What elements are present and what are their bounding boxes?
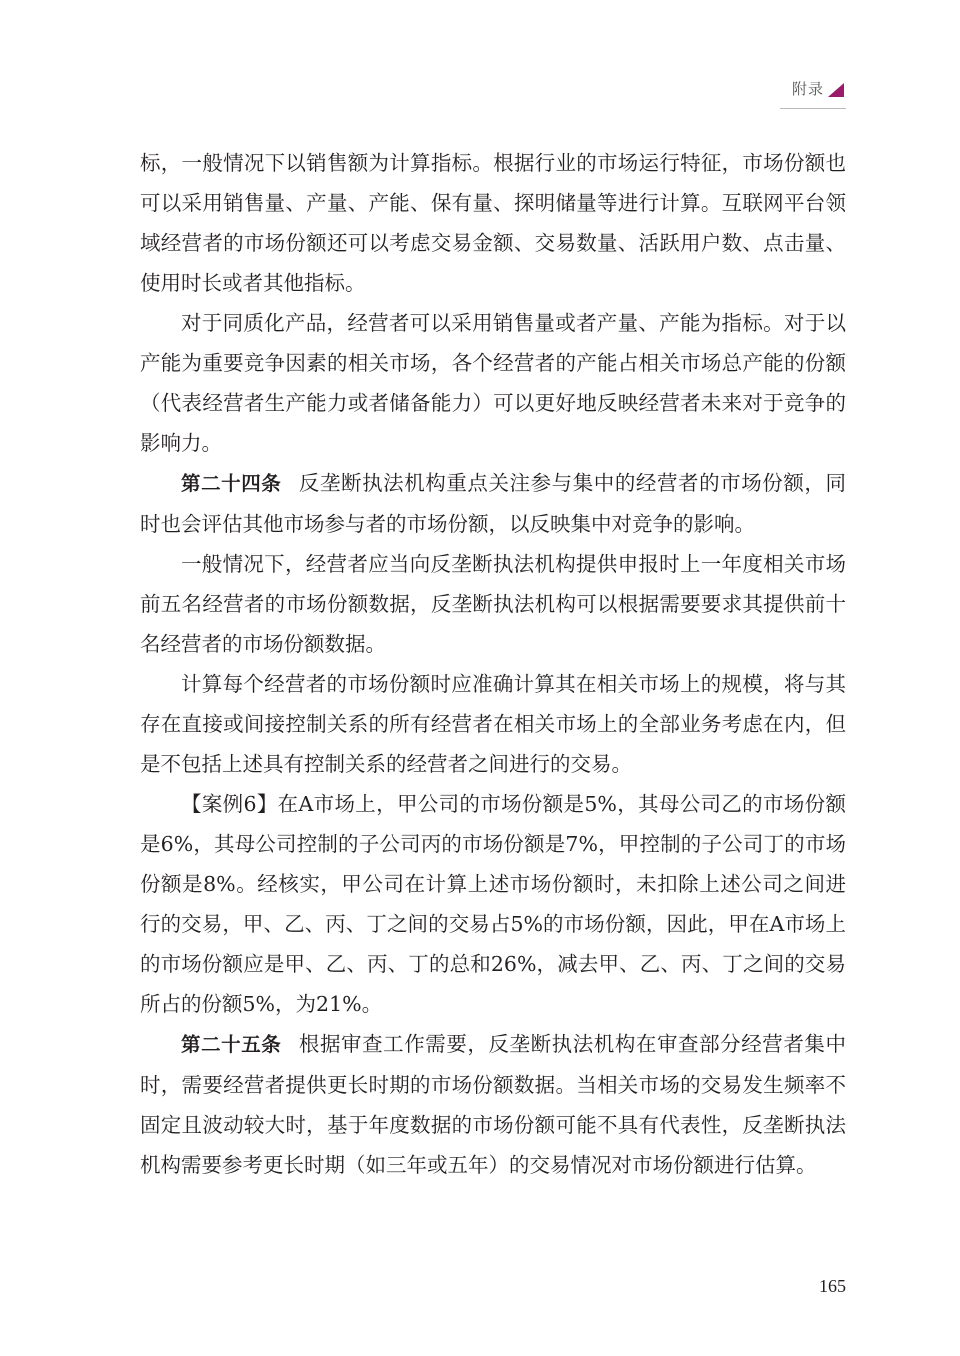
paragraph-5: [140, 664, 846, 784]
paragraph-article-25: [140, 1024, 846, 1185]
paragraph-4: [140, 544, 846, 664]
paragraph-1: [140, 143, 846, 303]
paragraph-text: 标，一般情况下以销售额为计算指标。根据行业的市场运行特征，市场份额也可以采用销售量、产量、产能、保有量、探明储量等进行计算。互联网平台领域经营者的市场份额还可以考虑交易金额、交易数量、活跃用户数、点击量、使用时长或者其他指标。: [140, 151, 846, 295]
page-number: 165: [819, 1276, 846, 1296]
paragraph-text: 对于同质化产品，经营者可以采用销售量或者产量、产能为指标。对于以产能为重要竞争因素的相关市场，各个经营者的产能占相关市场总产能的份额（代表经营者生产能力或者储备能力）可以更好地反映经营者未来对于竞争的影响力。: [140, 311, 846, 455]
article-number: 第二十四条: [181, 472, 282, 495]
running-header: [792, 78, 844, 100]
article-number: 第二十五条: [181, 1033, 282, 1056]
corner-triangle-icon: [828, 83, 844, 97]
paragraph-text: 【案例6】在A市场上，甲公司的市场份额是5%，其母公司乙的市场份额是6%，其母公司控制的子公司丙的市场份额是7%，甲控制的子公司丁的市场份额是8%。经核实，甲公司在计算上述市场份额时，未扣除上述公司之间进行的交易，甲、乙、丙、丁之间的交易占5%的市场份额，因此，甲在A市场上的市场份额应是甲、乙、丙、丁的总和26%，减去甲、乙、丙、丁之间的交易所占的份额5%，为21%。: [140, 792, 846, 1016]
paragraph-text: 一般情况下，经营者应当向反垄断执法机构提供申报时上一年度相关市场前五名经营者的市场份额数据，反垄断执法机构可以根据需要要求其提供前十名经营者的市场份额数据。: [140, 552, 846, 656]
paragraph-article-24: [140, 463, 846, 544]
running-header-title: 附录: [791, 80, 824, 98]
paragraph-text: 计算每个经营者的市场份额时应准确计算其在相关市场上的规模，将与其存在直接或间接控制关系的所有经营者在相关市场上的全部业务考虑在内，但是不包括上述具有控制关系的经营者之间进行的交易。: [140, 672, 846, 776]
paragraph-text: 反垄断执法机构重点关注参与集中的经营者的市场份额，同时也会评估其他市场参与者的市场份额，以反映集中对竞争的影响。: [140, 471, 846, 536]
paragraph-text: 根据审查工作需要，反垄断执法机构在审查部分经营者集中时，需要经营者提供更长时期的市场份额数据。当相关市场的交易发生频率不固定且波动较大时，基于年度数据的市场份额可能不具有代表性，反垄断执法机构需要参考更长时期（如三年或五年）的交易情况对市场份额进行估算。: [140, 1032, 846, 1177]
body-text: [140, 143, 846, 1185]
header-divider: [780, 108, 846, 109]
paragraph-case-6: [140, 784, 846, 1024]
paragraph-2: [140, 303, 846, 463]
